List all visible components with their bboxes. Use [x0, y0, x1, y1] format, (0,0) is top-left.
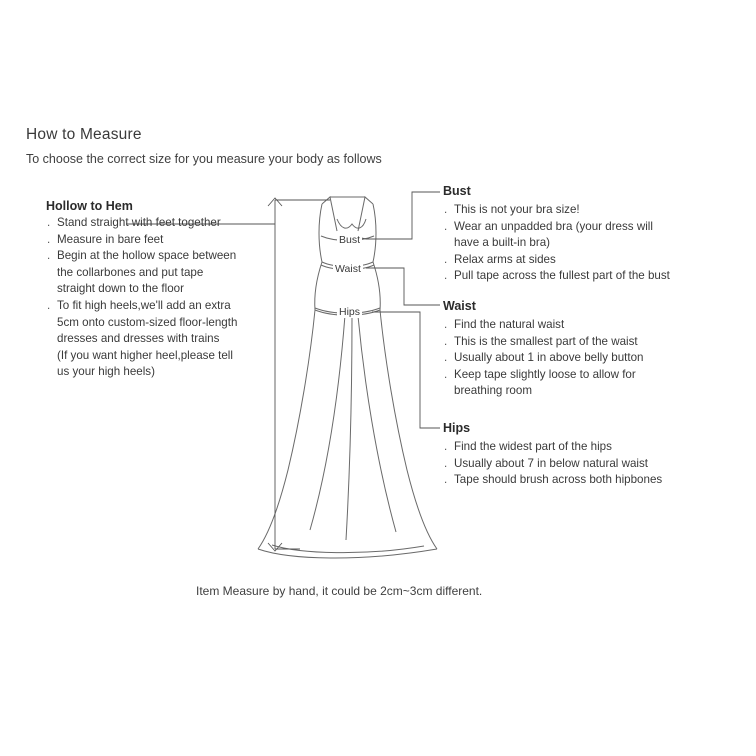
list-item	[443, 202, 693, 219]
list-item	[443, 472, 683, 489]
measurement-disclaimer: Item Measure by hand, it could be 2cm~3cm different.	[196, 584, 483, 598]
list-item	[443, 334, 683, 351]
bust-list	[443, 202, 693, 285]
list-item	[443, 317, 683, 334]
list-item-continuation	[46, 315, 261, 332]
list-item-text: To fit high heels,we'll add an extra	[57, 298, 231, 312]
bullet-dot: .	[47, 216, 51, 229]
list-item	[443, 350, 683, 367]
waist-title: Waist	[443, 299, 476, 313]
hips-list	[443, 439, 683, 489]
waist-list	[443, 317, 683, 400]
list-item-text: 5cm onto custom-sized floor-length	[57, 315, 238, 329]
bullet-dot: .	[444, 334, 448, 348]
list-item-text: This is not your bra size!	[454, 203, 580, 216]
dress-label-bust: Bust	[339, 234, 361, 246]
page-subtitle: To choose the correct size for you measure your body as follows	[26, 152, 382, 166]
bust-title: Bust	[443, 184, 471, 198]
list-item-text: straight down to the floor	[57, 282, 184, 296]
list-item-text: This is the smallest part of the waist	[454, 334, 638, 348]
list-item	[46, 298, 261, 315]
list-item	[443, 367, 683, 384]
list-item-text: Measure in bare feet	[57, 232, 164, 246]
bullet-dot: .	[444, 219, 448, 233]
list-item-continuation	[443, 235, 693, 252]
waist-block	[443, 299, 683, 400]
list-item	[443, 268, 693, 285]
bust-block	[443, 184, 693, 285]
bullet-dot: .	[444, 473, 448, 487]
hollow-to-hem-title: Hollow to Hem	[46, 199, 133, 213]
list-item-continuation	[46, 364, 261, 381]
hips-title: Hips	[443, 421, 471, 435]
hips-block	[443, 421, 683, 489]
list-item	[46, 215, 261, 232]
bullet-dot: .	[47, 232, 51, 246]
list-item-continuation	[46, 348, 261, 365]
dress-label-hips: Hips	[339, 306, 361, 318]
list-item-text: Keep tape slightly loose to allow for	[454, 367, 636, 381]
bullet-dot: .	[444, 351, 448, 365]
list-item-continuation	[46, 281, 261, 298]
list-item-text: Find the widest part of the hips	[454, 440, 612, 453]
bullet-dot: .	[444, 367, 448, 381]
list-item-text: the collarbones and put tape	[57, 265, 204, 279]
dress-label-waist: Waist	[335, 263, 361, 275]
list-item	[46, 232, 261, 249]
list-item-text: Tape should brush across both hipbones	[454, 473, 663, 487]
list-item-text: us your high heels)	[57, 365, 155, 379]
bullet-dot: .	[444, 269, 448, 283]
list-item-text: have a built-in bra)	[454, 236, 551, 250]
bullet-dot: .	[444, 203, 448, 216]
list-item-text: Pull tape across the fullest part of the bust	[454, 269, 670, 283]
list-item-text: Begin at the hollow space between	[57, 249, 237, 263]
list-item-text: Find the natural waist	[454, 318, 565, 331]
list-item-continuation	[443, 383, 683, 400]
bullet-dot: .	[47, 249, 51, 263]
list-item-text: Usually about 7 in below natural waist	[454, 456, 648, 470]
list-item-continuation	[46, 331, 261, 348]
bullet-dot: .	[444, 252, 448, 266]
list-item-text: (If you want higher heel,please tell	[57, 348, 233, 362]
page-title: How to Measure	[26, 126, 142, 143]
hollow-to-hem-list	[46, 215, 261, 381]
list-item-text: Stand straight with feet together	[57, 216, 221, 229]
hollow-to-hem-block	[46, 199, 261, 381]
list-item-text: Relax arms at sides	[454, 252, 556, 266]
bullet-dot: .	[444, 440, 448, 453]
list-item-text: breathing room	[454, 384, 532, 398]
list-item	[443, 439, 683, 456]
list-item	[443, 252, 693, 269]
bullet-dot: .	[444, 456, 448, 470]
bullet-dot: .	[47, 298, 51, 312]
list-item-continuation	[46, 265, 261, 282]
bullet-dot: .	[444, 318, 448, 331]
list-item	[46, 248, 261, 265]
list-item	[443, 219, 693, 236]
list-item	[443, 456, 683, 473]
list-item-text: Wear an unpadded bra (your dress will	[454, 219, 653, 233]
list-item-text: Usually about 1 in above belly button	[454, 351, 644, 365]
list-item-text: dresses and dresses with trains	[57, 332, 220, 346]
